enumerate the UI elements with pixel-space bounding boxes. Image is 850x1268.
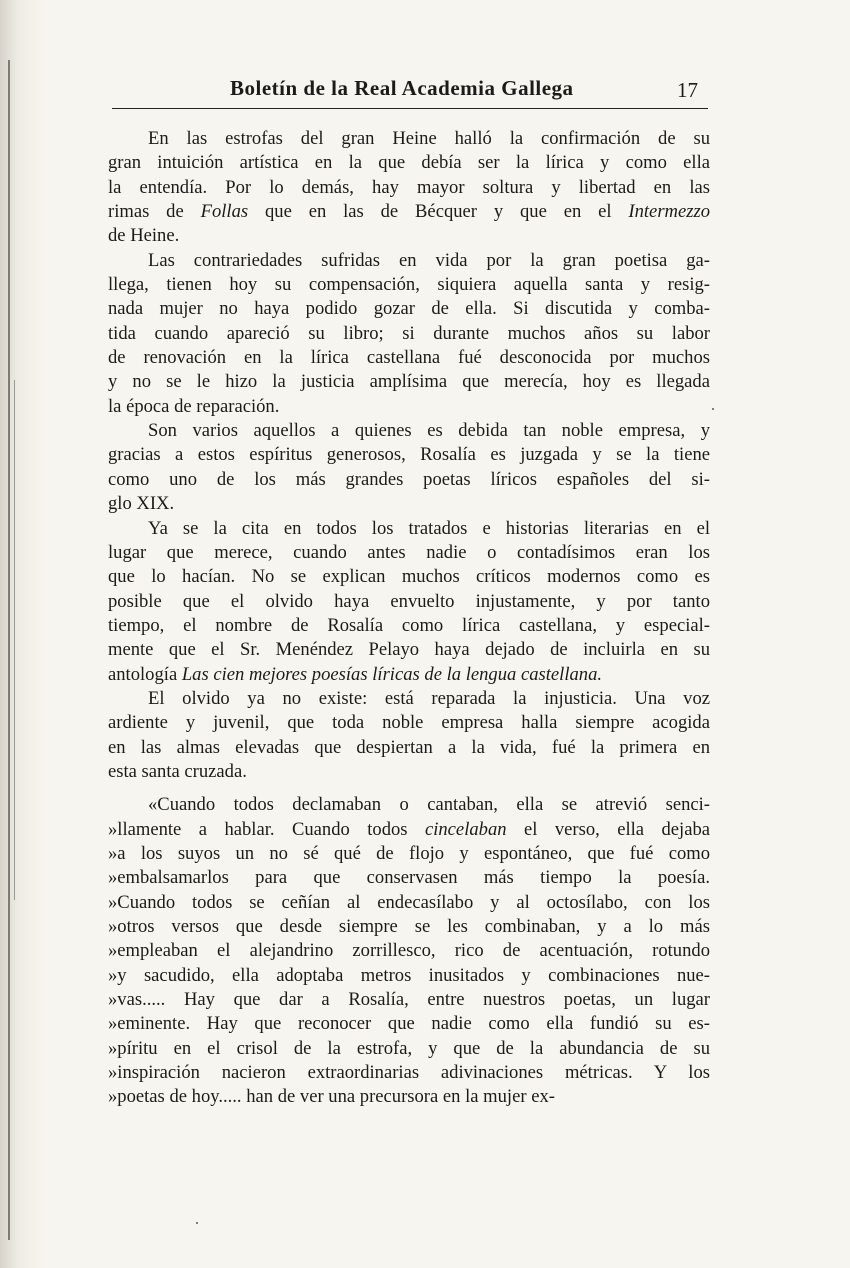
text-line: »otros versos que desde siempre se les combinaban, y a lo más: [108, 916, 710, 937]
text-line: rimas de Follas que en las de Bécquer y que en el Intermezzo: [108, 201, 710, 223]
paragraph: [108, 249, 710, 419]
text-line: tida cuando apareció su libro; si durante muchos años su labor: [108, 322, 710, 344]
text-line: la época de reparación.: [108, 395, 280, 417]
print-speck: [196, 1222, 198, 1224]
running-header: [110, 76, 710, 106]
text-line: gran intuición artística en la que debía ser la lírica y como ella: [108, 152, 710, 174]
italic-title: Intermezzo: [628, 201, 710, 223]
text-line: en las almas elevadas que despiertan a la vida, fué la primera en: [108, 736, 710, 758]
book-gutter-shadow: [0, 0, 46, 1268]
text-line: Ya se la cita en todos los tratados e historias literarias en el: [148, 517, 710, 539]
text-line: llega, tienen hoy su compensación, siquiera aquella santa y resig-: [108, 274, 710, 296]
paragraph: [108, 419, 710, 516]
italic-title: Follas: [200, 201, 249, 223]
text-line: esta santa cruzada.: [108, 760, 247, 782]
text-line: »empleaban el alejandrino zorrillesco, rico de acentuación, rotundo: [108, 940, 710, 962]
text-line: »eminente. Hay que reconocer que nadie como ella fundió su es-: [108, 1013, 710, 1035]
text-line: El olvido ya no existe: está reparada la injusticia. Una voz: [148, 687, 710, 709]
article-body: [108, 127, 710, 1110]
page-number: 17: [677, 78, 698, 102]
text-line: antología Las cien mejores poesías líricas de la lengua castellana.: [108, 663, 603, 685]
gutter-edge-line: [14, 380, 15, 900]
text-line: lugar que merece, cuando antes nadie o contadísimos eran los: [108, 541, 710, 563]
paragraph: [108, 687, 710, 784]
text-line: ardiente y juvenil, que toda noble empresa halla siempre acogida: [108, 712, 710, 734]
italic-title: Las cien mejores poesías líricas de la lengua castellana.: [181, 663, 603, 685]
text-line: »Cuando todos se ceñían al endecasílabo y al octosílabo, con los: [108, 891, 710, 913]
text-line: y no se le hizo la justicia amplísima que merecía, hoy es llegada: [108, 371, 710, 393]
text-line: la entendía. Por lo demás, hay mayor soltura y libertad en las: [108, 176, 710, 198]
text-line: glo XIX.: [108, 493, 175, 515]
gutter-edge-line: [8, 60, 10, 1240]
text-line: »píritu en el crisol de la estrofa, y que de la abundancia de su: [108, 1037, 710, 1059]
text-line: Las contrariedades sufridas en vida por la gran poetisa ga-: [148, 249, 710, 271]
text-line: Son varios aquellos a quienes es debida tan noble empresa, y: [148, 420, 710, 442]
text-line: de renovación en la lírica castellana fué desconocida por muchos: [108, 347, 710, 369]
print-speck: [712, 408, 714, 410]
text-line: En las estrofas del gran Heine halló la confirmación de su: [148, 128, 710, 149]
text-line: posible que el olvido haya envuelto injustamente, y por tanto: [108, 590, 710, 612]
text-line: de Heine.: [108, 225, 180, 247]
header-rule: [112, 108, 708, 109]
text-line: »y sacudido, ella adoptaba metros inusitados y combinaciones nue-: [108, 964, 710, 986]
text-line: »llamente a hablar. Cuando todos cincelaban el verso, ella dejaba: [108, 818, 710, 840]
text-line: »vas..... Hay que dar a Rosalía, entre nuestros poetas, un lugar: [108, 989, 710, 1011]
text-line: como uno de los más grandes poetas líricos españoles del si-: [108, 468, 710, 490]
text-line: »embalsamarlos para que conservasen más tiempo la poesía.: [108, 867, 710, 889]
text-line: gracias a estos espíritus generosos, Rosalía es juzgada y se la tiene: [108, 444, 710, 466]
text-line: mente que el Sr. Menéndez Pelayo haya dejado de incluirla en su: [108, 639, 710, 661]
quotation-block: [108, 793, 710, 1109]
text-line: »inspiración nacieron extraordinarias adivinaciones métricas. Y los: [108, 1062, 710, 1084]
text-line: tiempo, el nombre de Rosalía como lírica castellana, y especial-: [108, 614, 710, 636]
text-line: »a los suyos un no sé qué de flojo y espontáneo, que fué como: [108, 842, 710, 864]
running-title: Boletín de la Real Academia Gallega: [230, 76, 574, 100]
text-line: que lo hacían. No se explican muchos críticos modernos como es: [108, 566, 710, 588]
italic-title: cincelaban: [424, 818, 507, 840]
paragraph: [108, 517, 710, 687]
text-line: nada mujer no haya podido gozar de ella. Si discutida y comba-: [108, 298, 710, 320]
text-line: »poetas de hoy..... han de ver una precursora en la mujer ex-: [108, 1086, 555, 1108]
text-line: «Cuando todos declamaban o cantaban, ella se atrevió senci-: [148, 794, 710, 816]
paragraph: [108, 127, 710, 249]
